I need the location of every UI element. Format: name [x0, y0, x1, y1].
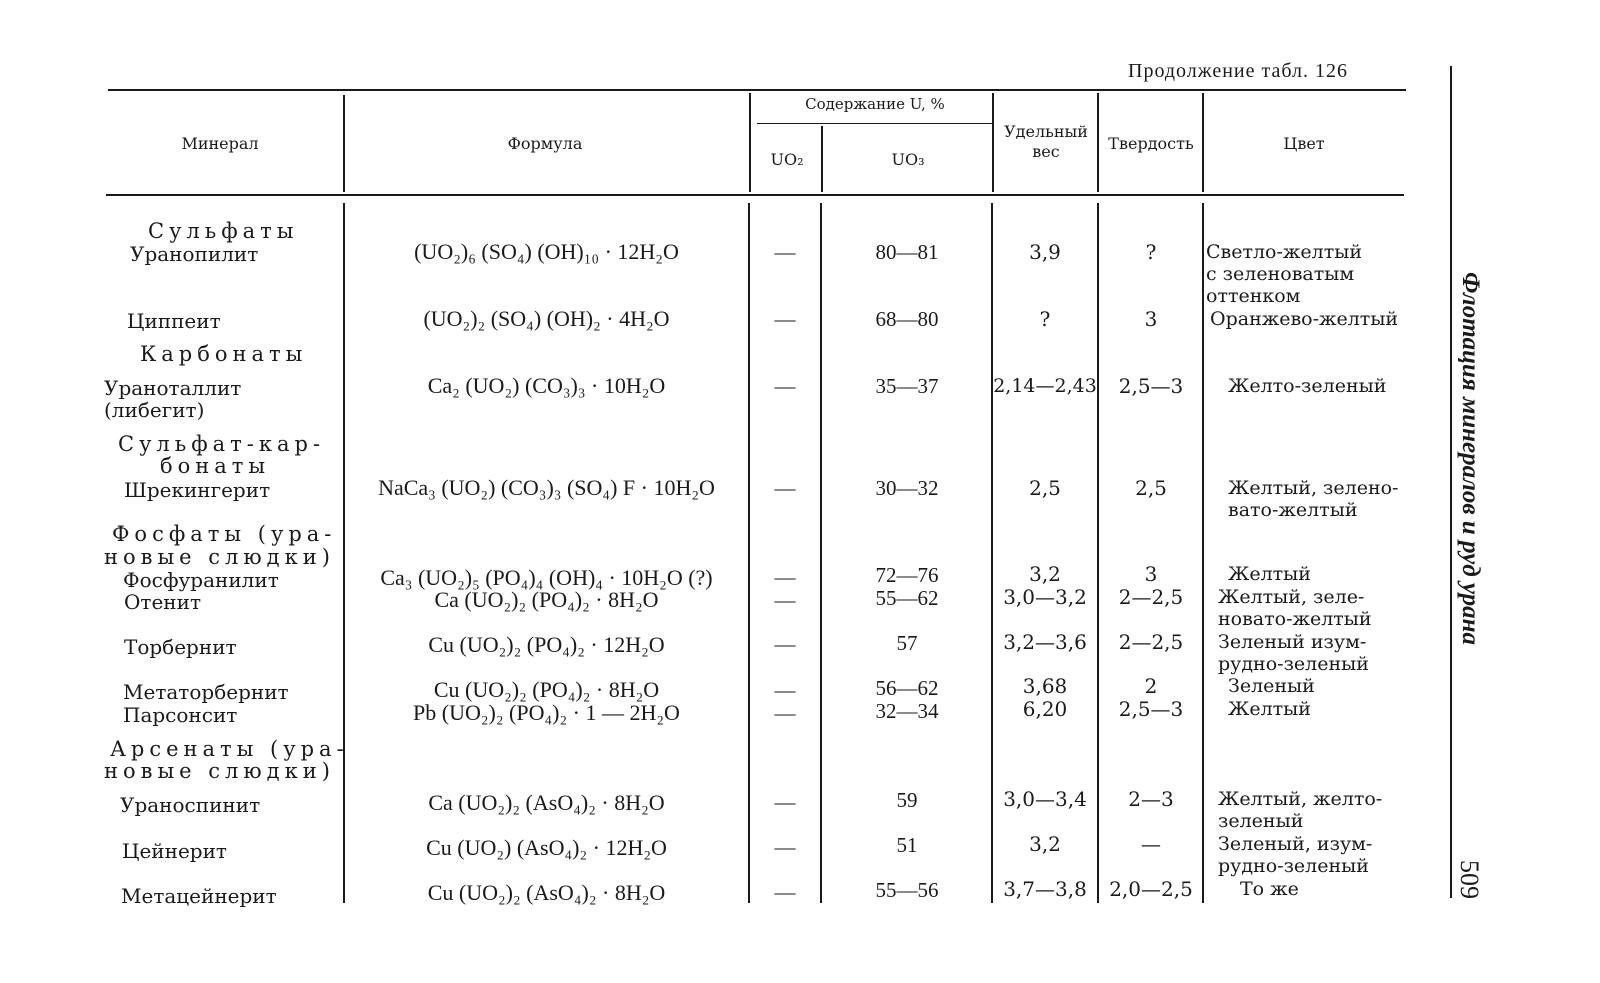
row-uo3: 59 [896, 788, 918, 812]
row-color: Желтый, зелено- вато-желтый [1228, 477, 1399, 521]
row-uo3: 80—81 [875, 240, 939, 264]
row-uo2: — [774, 374, 796, 398]
row-density: 3,7—3,8 [1003, 877, 1087, 901]
header-density [994, 122, 1098, 162]
row-hardness: 2 [1144, 674, 1158, 698]
row-uo3: 32—34 [875, 699, 939, 723]
row-density: 3,0—3,2 [1003, 585, 1087, 609]
row-mineral: Циппеит [127, 309, 221, 333]
row-mineral: Ураноспинит [120, 793, 261, 817]
row-uo2: — [774, 565, 796, 589]
row-formula: Cu (UO₂)₂ (AsO₄)₂ · 8H₂O [427, 880, 666, 905]
row-mineral: Парсонсит [123, 703, 238, 727]
row-hardness: 2—2,5 [1118, 585, 1184, 609]
row-uo3: 55—56 [875, 878, 939, 902]
section-heading: Арсенаты (ура- [110, 737, 349, 761]
page-number: 509 [1455, 860, 1484, 899]
row-formula: Ca (UO₂)₂ (PO₄)₂ · 8H₂O [434, 587, 659, 612]
row-uo3: 51 [896, 833, 918, 857]
row-formula: Cu (UO₂)₂ (PO₄)₂ · 8H₂O [433, 677, 660, 702]
row-density: 2,14—2,43 [993, 375, 1097, 397]
row-formula: NaCa₃ (UO₂) (CO₃)₃ (SO₄) F · 10H₂O [378, 475, 715, 500]
row-mineral: Отенит [124, 590, 202, 614]
row-hardness: 2,0—2,5 [1109, 877, 1193, 901]
row-uo3: 68—80 [875, 307, 939, 331]
row-color: Желтый [1228, 698, 1311, 720]
row-color: Желто-зеленый [1228, 375, 1387, 397]
row-color: Зеленый изум- рудно-зеленый [1218, 631, 1369, 675]
row-mineral: Ураноталлит (либегит) [104, 376, 242, 422]
section-heading: Фосфаты (ура- [112, 522, 337, 546]
row-formula: (UO₂)₆ (SO₄) (OH)₁₀ · 12H₂O [414, 239, 679, 264]
row-mineral: Фосфуранилит [123, 568, 279, 592]
header-uranium-content: Содержание U, % [805, 95, 945, 113]
header-mineral: Минерал [181, 134, 259, 153]
section-heading: бонаты [160, 454, 271, 478]
header-formula: Формула [507, 134, 583, 153]
row-color: Желтый [1228, 563, 1311, 585]
row-uo2: — [774, 880, 796, 904]
column-divider [749, 93, 751, 192]
row-density: ? [1039, 307, 1051, 331]
row-formula: (UO₂)₂ (SO₄) (OH)₂ · 4H₂O [423, 306, 670, 331]
row-density: 3,9 [1029, 240, 1061, 264]
row-formula: Ca₃ (UO₂)₅ (PO₄)₄ (OH)₄ · 10H₂O (?) [380, 565, 713, 590]
row-density: 3,0—3,4 [1003, 787, 1087, 811]
row-uo2: — [774, 632, 796, 656]
row-uo3: 55—62 [875, 586, 939, 610]
row-uo2: — [774, 790, 796, 814]
row-color: То же [1240, 878, 1299, 900]
row-hardness: 2,5—3 [1118, 374, 1184, 398]
row-color: Желтый, зеле- новато-желтый [1218, 586, 1372, 630]
row-uo3: 72—76 [875, 563, 939, 587]
running-title: Флотация минералов и руд урана [1457, 272, 1484, 645]
content-group-rule [757, 123, 993, 124]
row-formula: Pb (UO₂)₂ (PO₄)₂ · 1 — 2H₂O [413, 700, 680, 725]
header-uo2: UO₂ [770, 150, 804, 169]
row-mineral: Метаторбернит [123, 680, 289, 704]
header-hardness: Твердость [1108, 134, 1194, 153]
section-heading: Карбонаты [140, 342, 308, 366]
row-mineral: Цейнерит [122, 839, 227, 863]
row-hardness: — [1141, 832, 1161, 856]
row-uo2: — [774, 588, 796, 612]
row-color: Желтый, желто- зеленый [1218, 788, 1383, 832]
header-density-line1: Удельный [1004, 122, 1088, 141]
row-mineral: Шрекингерит [124, 478, 271, 502]
table-caption: Продолжение табл. 126 [1128, 60, 1348, 82]
section-heading: Сульфат-кар- [118, 432, 326, 456]
row-hardness: 3 [1144, 307, 1158, 331]
row-density: 3,2 [1029, 562, 1061, 586]
row-uo3: 56—62 [875, 676, 939, 700]
row-uo2: — [774, 678, 796, 702]
header-bottom-rule [106, 194, 1404, 196]
row-uo2: — [774, 701, 796, 725]
column-divider [343, 95, 345, 192]
row-color: Светло-желтый с зеленоватым оттенком [1206, 241, 1363, 307]
row-density: 3,2—3,6 [1003, 630, 1087, 654]
row-formula: Ca (UO₂)₂ (AsO₄)₂ · 8H₂O [428, 790, 665, 815]
row-formula: Ca₂ (UO₂) (CO₃)₃ · 10H₂O [427, 373, 666, 398]
row-formula: Cu (UO₂) (AsO₄)₂ · 12H₂O [426, 835, 667, 860]
row-uo3: 57 [896, 631, 918, 655]
header-uo3: UO₃ [891, 150, 925, 169]
section-heading: новые слюдки) [104, 545, 335, 569]
header-color: Цвет [1283, 134, 1325, 153]
row-uo2: — [774, 240, 796, 264]
row-hardness: 2,5 [1135, 476, 1167, 500]
row-hardness: 2—2,5 [1118, 630, 1184, 654]
row-hardness: 2,5—3 [1118, 697, 1184, 721]
row-hardness: ? [1145, 240, 1157, 264]
row-mineral: Уранопилит [130, 242, 259, 266]
row-mineral: Метацейнерит [121, 884, 277, 908]
row-color: Оранжево-желтый [1210, 308, 1399, 330]
row-formula: Cu (UO₂)₂ (PO₄)₂ · 12H₂O [428, 632, 665, 657]
row-density: 3,2 [1029, 832, 1061, 856]
row-color: Зеленый, изум- рудно-зеленый [1218, 833, 1373, 877]
row-density: 2,5 [1029, 476, 1061, 500]
row-uo3: 30—32 [875, 476, 939, 500]
page-border-rule [1450, 66, 1452, 898]
row-density: 3,68 [1022, 674, 1068, 698]
row-uo2: — [774, 476, 796, 500]
section-heading: Сульфаты [148, 219, 299, 243]
table-top-rule [108, 89, 1406, 91]
row-hardness: 3 [1144, 562, 1158, 586]
row-color: Зеленый [1228, 675, 1315, 697]
row-uo2: — [774, 835, 796, 859]
row-uo3: 35—37 [875, 374, 939, 398]
row-uo2: — [774, 307, 796, 331]
header-density-line2: вес [1032, 142, 1060, 161]
section-heading: новые слюдки) [104, 759, 335, 783]
row-mineral: Торбернит [124, 635, 237, 659]
row-hardness: 2—3 [1128, 787, 1174, 811]
row-density: 6,20 [1022, 697, 1068, 721]
